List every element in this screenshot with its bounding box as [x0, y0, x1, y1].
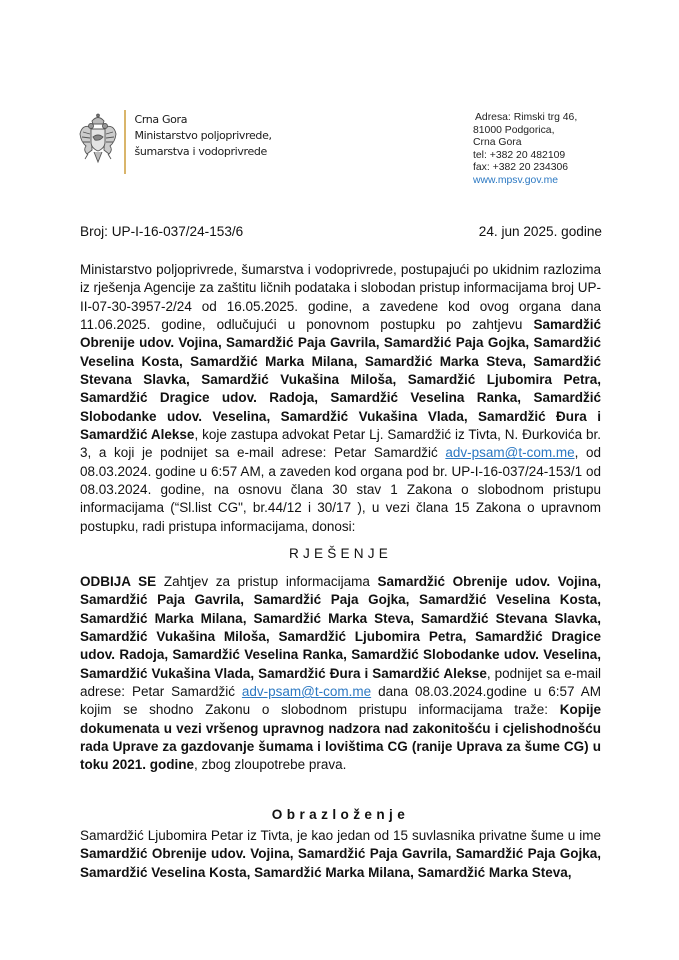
website-link[interactable]: www.mpsv.gov.me [473, 174, 559, 186]
email-link[interactable]: adv-psam@t-com.me [241, 684, 372, 700]
ministry-name-line2: šumarstva i vodoprivrede [134, 145, 267, 158]
reasoning-heading: Obrazloženje [271, 807, 410, 822]
address-fax: fax: +382 20 234306 [473, 162, 569, 174]
reasoning-paragraph [80, 827, 601, 882]
ministry-logo [78, 110, 272, 175]
decision-text-4: , zbog zloupotrebe prava. [194, 757, 347, 773]
logo-divider [124, 110, 126, 174]
intro-text-3: , od 08.03.2024. godine u 6:57 AM, a zaveden kod organa pod br. UP-I-16-037/24-153/1 od 08.03.2024. godine, na osnovu člana 30 stav 1 Zakona o slobodnom pristupu informacijama (“Sl.list CG", br.44/12 i 30/17 ), u vezi člana 15 Zakona o upravnom postupku, radi pristupa informacijama, donosi: [80, 445, 601, 534]
address-country: Crna Gora [473, 137, 522, 149]
ministry-name-line1: Ministarstvo poljoprivrede, [134, 129, 272, 142]
reasoning-text-1: Samardžić Ljubomira Petar iz Tivta, je kao jedan od 15 suvlasnika privatne šume u ime [80, 828, 601, 843]
intro-text-2: , koje zastupa advokat Petar Lj. Samardžić iz Tivta, N. Đurkovića br. 3, a koji je podnijet sa e-mail adrese: Petar Samardžić [80, 427, 601, 461]
reference-number: Broj: UP-I-16-037/24-153/6 [80, 224, 244, 239]
decision-text-2: , podnijet sa e-mail adrese: Petar Samardžić [80, 665, 601, 700]
country-name: Crna Gora [134, 113, 188, 126]
decision-applicants: Samardžić Obrenije udov. Vojina, Samardžić Paja Gavrila, Samardžić Paja Gojka, Samardžić Veselina Kosta, Samardžić Marka Milana, Samardžić Marka Steva, Samardžić Stevana Slavka, Samardžić Vukašina Miloša, Samardžić Ljubomira Petra, Samardžić Dragice udov. Radoja, Samardžić Veselina Ranka, Samardžić Slobodanke udov. Veselina, Samardžić Vukašina Vlada, Samardžić Đura i Samardžić Alekse [80, 574, 601, 681]
decision-text-1: Zahtjev za pristup informacijama [156, 574, 378, 589]
decision-requested-docs: Kopije dokumenata u vezi vršenog upravnog nadzora nad zakonitošću i cjelishodnošću rada Uprave za gazdovanje šumama i lovištima CG (ranije Uprava za šume CG) u toku 2021. godine [80, 702, 601, 773]
email-link[interactable]: adv-psam@t-com.me [445, 445, 575, 461]
decision-paragraph [80, 573, 601, 775]
intro-applicants: Samardžić Obrenije udov. Vojina, Samardžić Paja Gavrila, Samardžić Paja Gojka, Samardžić Veselina Kosta, Samardžić Marka Milana, Samardžić Marka Steva, Samardžić Stevana Slavka, Samardžić Vukašina Miloša, Samardžić Ljubomira Petra, Samardžić Dragice udov. Radoja, Samardžić Veselina Ranka, Samardžić Slobodanke udov. Veselina, Samardžić Vukašina Vlada, Samardžić Đura i Samardžić Alekse [80, 317, 601, 443]
decision-verdict: ODBIJA SE [80, 574, 157, 589]
address-city: 81000 Podgorica, [473, 124, 555, 136]
intro-text-1: Ministarstvo poljoprivrede, šumarstva i vodoprivrede, postupajući po ukidnim razlozima iz rješenja Agencije za zaštitu ličnih podataka i slobodan pristup informacijama broj UP-II-07-30-3957-2/24 od 16.05.2025. godine, a zavedene kod ovog organa dana 11.06.2025. godine, odlučujući u ponovnom postupku po zahtjevu [80, 262, 601, 333]
ministry-address [473, 112, 577, 188]
decision-heading: RJEŠENJE [288, 546, 393, 561]
address-street: Adresa: Rimski trg 46, [475, 112, 578, 123]
intro-paragraph [80, 261, 601, 536]
coat-of-arms-icon [78, 112, 118, 166]
address-tel: tel: +382 20 482109 [473, 149, 566, 161]
decision-text-3: dana 08.03.2024.godine u 6:57 AM kojim se shodno Zakonu o slobodnom pristupu informacijama traže: [80, 684, 601, 718]
reasoning-applicants: Samardžić Obrenije udov. Vojina, Samardžić Paja Gavrila, Samardžić Paja Gojka, Samardžić Veselina Kosta, Samardžić Marka Milana, Samardžić Marka Steva, [80, 846, 601, 880]
document-date: 24. jun 2025. godine [478, 224, 602, 239]
ministry-name [135, 110, 272, 160]
